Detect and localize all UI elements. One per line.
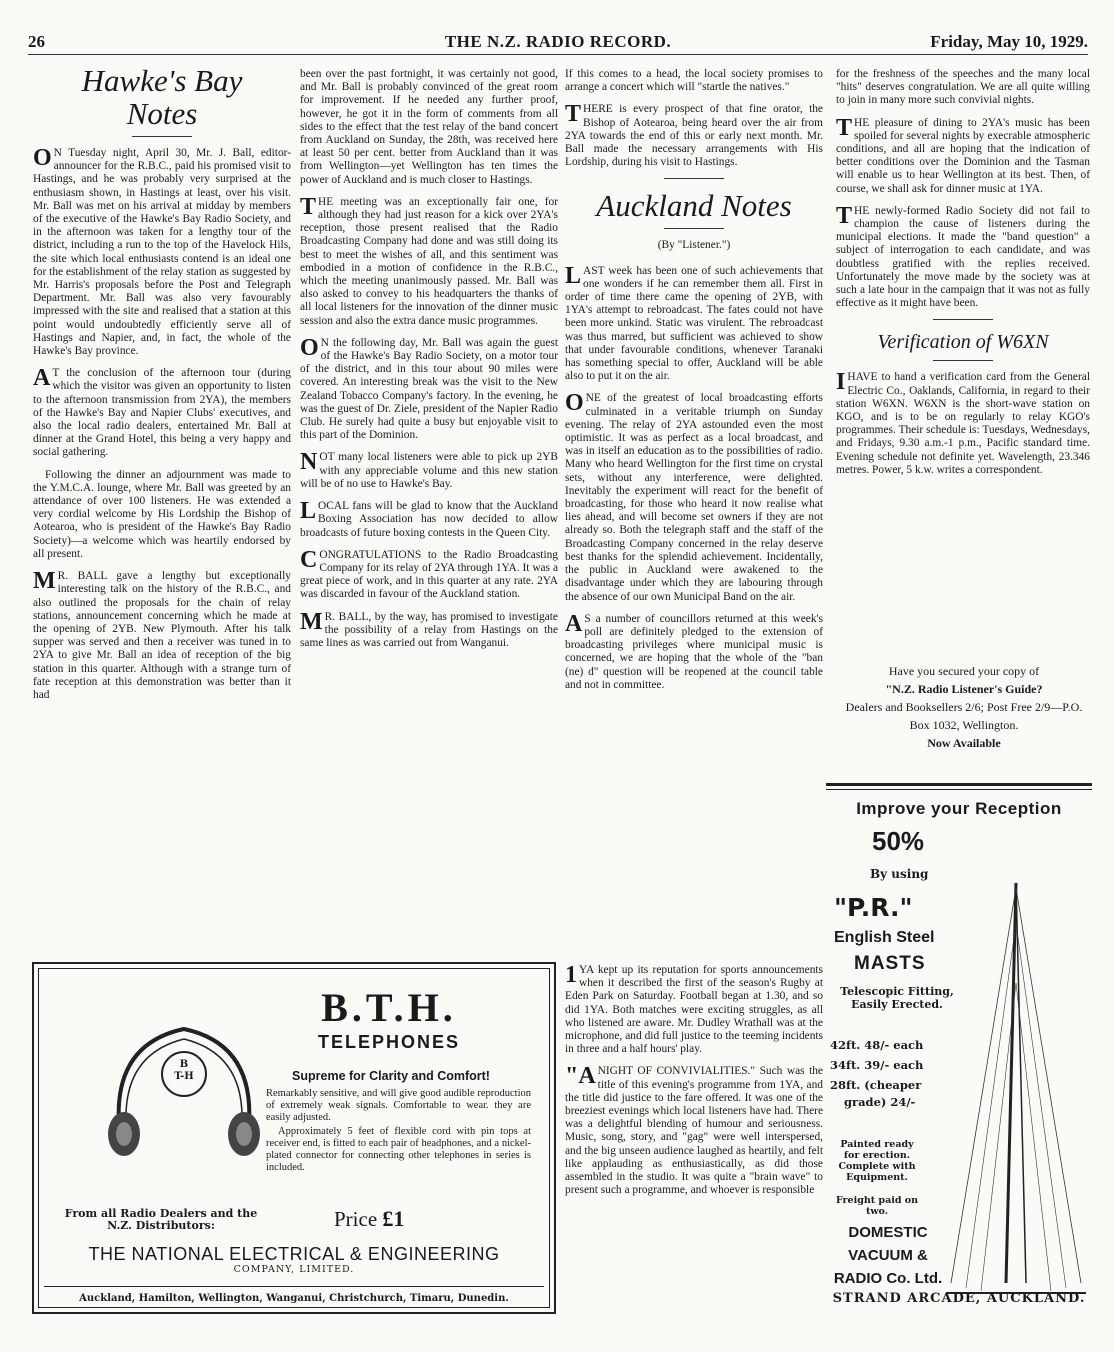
paragraph-text: S a number of councillors returned at this week's poll are definitely pledged to the extension of broadcasting privileges where municipal music is concerned, we are hoping that the whole of the "ban (ne) d" question will be reopened at the council table and not in committee. [565,612,823,691]
listeners-guide-ad [838,662,1090,752]
paragraph [300,451,558,491]
paragraph [836,114,1090,196]
paragraph [836,202,1090,311]
mast-illustration [946,883,1086,1303]
paragraph [300,500,558,540]
pr-price-28: 28ft. (cheaper [830,1078,922,1092]
paragraph-text: HE newly-formed Radio Society did not fail to champion the cause of listeners during the municipal elections. It made the "band question" a subject of interrogation to each candidate, and was doubtless gratified with the replies received. Unfortunately the move made by the society was at such a late hour in the campaign that it was not as fully effective as it might have been. [836,204,1090,310]
page-header [28,32,1088,55]
headline-rule [664,228,724,229]
paragraph-text: R. BALL, by the way, has promised to investigate the possibility of a relay from Hastings on the same lines as was carried out from Wanganui. [300,610,558,649]
bth-towns: Auckland, Hamilton, Wellington, Wanganui, Christchurch, Timaru, Dunedin. [44,1286,544,1304]
hawkes-bay-headline [33,64,291,130]
paragraph [565,103,823,169]
dropcap: T [565,101,582,128]
dropcap: O [300,334,319,361]
paragraph: If this comes to a head, the local society promises to arrange a concert which will "startle the natives." [565,68,823,94]
dropcap: N [300,449,318,476]
paragraph-text: YA kept up its reputation for sports announcements when it described the first of the season's Rugby at Eden Park on Saturday. Football began at 1.30, and so did 1YA. Both matches were exciting struggles, as all who listened are aware. Mr. Dudley Wrathall was at the microphone, and did full justice to the teeming incidents in three and a half hours' play. [565,964,823,1056]
bth-copy-1: Remarkably sensitive, and will give good audible reproduction of extremely weak signals. Comfortable to wear. they are easily adjusted. [266,1088,531,1123]
dropcap: M [33,568,56,595]
page-number: 26 [28,32,45,51]
price-label: Price [334,1207,378,1231]
dealer-line-1: DOMESTIC [848,1224,928,1241]
dropcap: I [836,369,846,396]
masthead: THE N.Z. RADIO RECORD. [444,32,672,51]
dropcap: A [565,610,583,637]
bth-tagline: Supreme for Clarity and Comfort! [292,1069,490,1083]
pr-brand: "P.R." [834,893,913,922]
dropcap: O [565,390,584,417]
headline-rule [933,360,993,361]
dealer-line-2: VACUUM & [848,1247,928,1264]
dropcap: 1 [565,964,577,988]
pr-using: By using [870,867,929,881]
auckland-headline: Auckland Notes [596,188,792,224]
price-value: £1 [382,1206,405,1231]
ad-top-rule [826,789,1092,790]
guide-prices: Dealers and Booksellers 2/6; Post Free 2/9—P.O. Box 1032, Wellington. [845,700,1083,732]
headline-line-2: Notes [126,96,198,131]
paragraph-text: AST week has been one of such achievements that one wonders if he can remember them all. First in order of time there came the opening of 2YB, with 1YA's attempt to rebroadcast. The fates could not have been more unkind. Static was virulent. The rebroadcast was thus marred, but sufficient was achieved to show that under favourable conditions, whenever Taranaki has something special to offer, Auckland will be able also to put it on the air. [565,264,823,383]
column-1 [33,64,291,954]
paragraph: been over the past fortnight, it was certainly not good, and Mr. Ball is probably convinced of the great room for improvement. If he needed any further proof, however, he got it in the form of comments from all sides to the effect that the test relay of the band concert from Auckland on Sunday, the 28th, was received here at least 50 per cent. better from Auckland than it was from Wellington—yet Wellington has ten times the power of Auckland and is much closer to Hastings. [300,68,558,186]
pr-steel: English Steel [834,929,935,946]
column-2 [300,68,558,954]
pr-price-34: 34ft. 39/- each [830,1058,924,1072]
guide-line-1: Have you secured your copy of [888,664,1040,678]
bth-company-sub: COMPANY, LIMITED. [233,1264,355,1275]
bth-price [334,1206,404,1232]
paragraph-text: ONGRATULATIONS to the Radio Broadcasting Company for its relay of 2YA through 1YA. It was a great piece of work, and in this quarter at any rate. 2YA was discarded in favour of the Auckland station. [300,548,558,601]
paragraph [300,334,558,443]
paragraph-text: HE pleasure of dining to 2YA's music has been spoiled for several nights by execrable atmospheric conditions, and all are hoping that the indication of better conditions over the Dominion and the Tasman will enable us to hear Wellington at its best. Then, of course, we shall ask for dinner music at 1YA. [836,116,1090,195]
paragraph [565,392,823,603]
column-3-bottom [565,964,823,1344]
byline: (By "Listener.") [657,239,731,252]
dropcap: L [565,262,582,289]
pr-telescopic: Telescopic Fitting, Easily Erected. [840,985,954,1011]
paragraph-text: HERE is every prospect of that fine orator, the Bishop of Aotearoa, being heard over the air from 2YA towards the end of this or early next month. Mr. Ball made the necessary arrangements with His Lordship, during his visit to Hastings. [565,103,823,169]
dropcap: A [33,365,51,392]
paragraph-text: R. BALL gave a lengthy but exceptionally interesting talk on the history of the R.B.C., and also outlined the proposals for the chain of relay stations, announcement concerning which he made at the opening of 2YB. New Plymouth. After his talk supper was served and then a receiver was tuned in to 2YA to give Mr. Ball an idea of reception of the big station in this quarter. Although with a strange turn of fate reception at this demonstration was better than it had [33,570,291,701]
bth-telephones-ad [32,962,556,1314]
bth-copy [266,1088,531,1176]
guide-title: "N.Z. Radio Listener's Guide? [885,682,1043,696]
paragraph [33,570,291,702]
pr-percent: 50% [872,826,925,856]
pr-price-28-grade: grade) 24/- [844,1095,916,1109]
paragraph: Following the dinner an adjournment was made to the Y.M.C.A. lounge, where Mr. Ball was greeted by an attendance of over 100 listeners. He was extended a very cordial welcome by His Lordship the Bishop of Aotearoa, who is president of the Hawke's Bay Radio Society)—a welcome which was heartily endorsed by all present. [33,468,291,560]
dropcap: M [300,608,323,635]
dropcap: T [836,202,853,229]
paragraph [300,193,558,328]
logo-letters-bottom: T-H [174,1071,194,1082]
paragraph-text: T the conclusion of the afternoon tour (during which the visitor was given an opportunity to listen to the afternoon transmission from 2YA), the members of the Hawke's Bay and Napier Clubs' executives, and also the local radio dealers, entertained Mr. Ball at dinner at the Grand Hotel, this being a very happy and social gathering. [33,367,291,459]
paragraph-text: HE meeting was an exceptionally fair one, for although they had just reason for a kick over 2YA's reception, those present realised that the Radio Broadcasting Company had done and was still doing its best to meet the wishes of all, and this sentiment was embodied in a motion of confidence in the R.B.C., which the meeting unanimously passed. Mr. Ball was also asked to convey to his headquarters the thanks of all local listeners for the innovation of the dinner music session and also the extra dance music programmes. [300,195,558,327]
paragraph-text: N Tuesday night, April 30, Mr. J. Ball, editor-announcer for the R.B.C., paid his promised visit to Hastings, and he was probably very surprised at the enthusiasm shown, in Hastings at least, over his visit. Mr. Ball was met on his arrival at midday by members of the executive of the Hawke's Bay Radio Society, and in the afternoon was taken for a lengthy tour of the district, including a run to the top of the Havelock Hils, the site which local enthusiasts contend is an ideal one for the establishment of the relay station as suggested by Mr. Harris's proposals before the Post and Telegraph Department. Mr. Ball was also very favourably impressed with the site and realised that a station at this point would undoubtedly efficiently serve all of Hastings and Napier, and, in fact, the whole of the Hawke's Bay province. [33,147,291,358]
paragraph-text: NE of the greatest of local broadcasting efforts culminated in a veritable triumph on Sunday evening. The relay of 2YA astounded even the most optimistic. It was as perfect as a local broadcast, and was in itself an education as to the possibilities of radio. Many who heard Wellington for the first time on crystal sets, without any interference, were delighted. Inevitably the experiment will react for the benefit of broadcasting, for those who heard it now realise what lies ahead, and will become set owners if they are not already so. Both the telegraph staff and the staff of the Broadcasting Company concerned in the relay deserve best thanks for the splendid achievement. Incidentally, the public in Auckland were awakened to the disadvantage under which they are labouring through the absence of our own Municipal Band on the air. [565,392,823,603]
pr-masts-ad [826,783,1092,1319]
paragraph [33,147,291,358]
paragraph-text: N the following day, Mr. Ball was again the guest of the Hawke's Bay Radio Society, on a motor tour of the district, and in this tour about 90 miles were covered. An interesting break was the visit to the New Zealand Tobacco Company's factory. In the evening, he was the guest of Dr. Ziele, president of the Napier Radio Club. He surely had quite a busy but enjoyable visit to this part of the Dominion. [300,336,558,442]
paragraph-text: NIGHT OF CONVIVIALITIES." Such was the title of this evening's programme from 1YA, and the title did justice to the fare offered. It was one of the breeziest evenings which local listeners have had. There was a delightful blending of humour and seriousness. Music, song, story, and "gag" were well interspersed, and the big unseen audience laughed as heartily, and felt like applauding as enthusiastically, as did those assembled in the studio. It was quite a "brain wave" to present such a programme, and whoever is responsible [565,1065,823,1197]
paragraph-text: OCAL fans will be glad to know that the Auckland Boxing Association has now decided to allow broadcasts of future boxing contests in the Queen City. [300,500,558,539]
pr-painted: Painted ready for erection. Complete with Equipment. [838,1139,916,1183]
dealer-line-3: RADIO Co. Ltd. [833,1270,943,1287]
paragraph: for the freshness of the speeches and the many local "hits" deserves congratulation. We are all quite willing to join in many more such convivial nights. [836,68,1090,107]
dropcap: O [33,145,52,171]
pr-price-42: 42ft. 48/- each [830,1038,924,1052]
section-rule [664,178,724,179]
headline-line-1: Hawke's Bay [81,64,243,98]
issue-date: Friday, May 10, 1929. [930,32,1088,51]
section-rule [933,319,993,320]
column-3-top [565,68,823,960]
paragraph-text: HAVE to hand a verification card from the General Electric Co., Oaklands, California, in regard to their station W6XN. W6XN is the short-wave station on KGO, and is to be on regularly to relay KGO's programmes. Their schedule is: Tuesdays, Wednesdays, and Fridays, 9.30 a.m.-1 p.m., Pacific standard time. Evening schedule not definite yet. Wavelength, 23.346 metres. Power, 5 k.w. writes a correspondent. [836,371,1090,476]
dropcap: T [836,114,853,141]
paragraph [33,367,291,459]
dropcap: "A [565,1063,596,1090]
verification-headline: Verification of W6XN [877,331,1049,354]
dropcap: L [300,498,317,525]
paragraph [300,546,558,602]
headphones-illustration [74,1004,294,1174]
pr-freight: Freight paid on two. [835,1195,919,1217]
bth-title: B.T.H. [321,985,457,1030]
paragraph [565,964,823,1056]
pr-address: STRAND ARCADE, AUCKLAND. [832,1291,1086,1306]
pr-headline: Improve your Reception [856,799,1062,818]
bth-copy-2: Approximately 5 feet of flexible cord with pin tops at receiver end, is fitted to each pair of headphones, and a nickel-plated connector for connecting other telephones in series is included. [266,1126,531,1173]
pr-dealer [826,1221,950,1290]
ad-top-rule [826,783,1092,786]
guide-availability: Now Available [927,736,1001,750]
pr-masts: MASTS [854,953,926,974]
column-4 [836,68,1090,658]
logo-letter-top: B [179,1059,189,1070]
bth-company: THE NATIONAL ELECTRICAL & ENGINEERING [88,1244,500,1264]
paragraph [565,262,823,384]
paragraph-text: OT many local listeners were able to pick up 2YB with any appreciable volume and this new station will be of no use to Hawke's Bay. [300,451,558,490]
bth-logo [162,1059,206,1083]
paragraph [300,608,558,651]
paragraph [836,371,1090,477]
bth-subtitle: TELEPHONES [317,1032,461,1052]
paragraph [565,610,823,692]
dropcap: T [300,193,317,220]
dropcap: C [300,546,318,573]
bth-distributors: From all Radio Dealers and the N.Z. Distributors: [64,1207,258,1232]
paragraph [565,1065,823,1197]
headline-rule [132,136,192,137]
